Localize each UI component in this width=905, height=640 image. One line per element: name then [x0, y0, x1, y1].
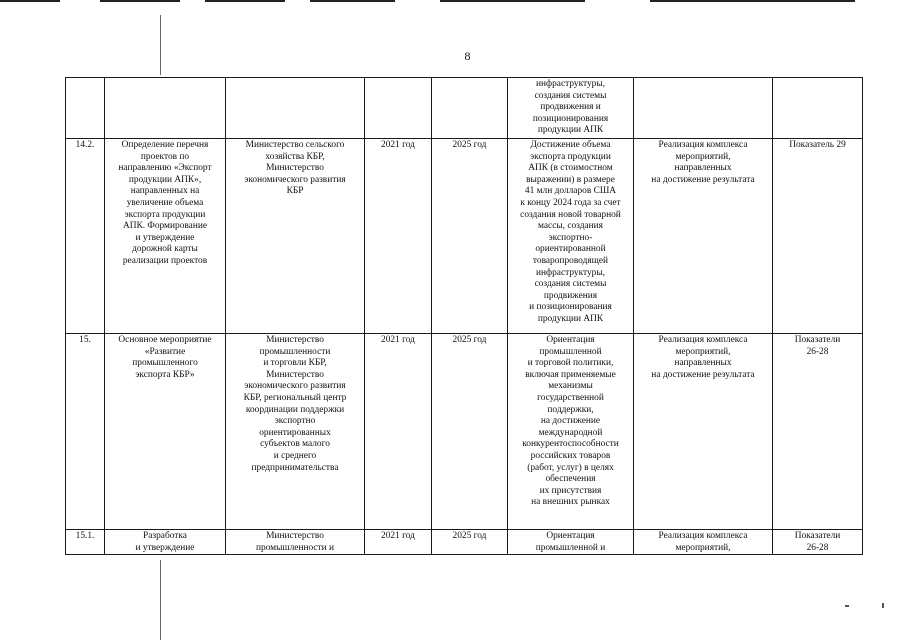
connection-cell: Реализация комплекса мероприятий,	[634, 530, 773, 555]
executor-cell: Министерство сельского хозяйства КБР, Министерство экономического развития КБР	[226, 139, 365, 334]
executor-cell	[226, 78, 365, 139]
scan-line	[160, 15, 161, 75]
end-year-cell	[432, 78, 508, 139]
top-rule	[100, 0, 180, 2]
scan-speck	[845, 605, 849, 607]
end-year-cell: 2025 год	[432, 334, 508, 530]
indicator-cell: Показатель 29	[773, 139, 863, 334]
expected-result-cell: Ориентация промышленной и	[508, 530, 634, 555]
row-number-cell: 15.1.	[66, 530, 105, 555]
top-rule	[205, 0, 285, 2]
end-year-cell: 2025 год	[432, 139, 508, 334]
table-row	[66, 334, 863, 530]
start-year-cell: 2021 год	[365, 334, 432, 530]
page-number: 8	[464, 49, 471, 63]
table-row	[66, 139, 863, 334]
end-year-cell: 2025 год	[432, 530, 508, 555]
table-row	[66, 78, 863, 139]
row-number-cell: 15.	[66, 334, 105, 530]
row-number-cell: 14.2.	[66, 139, 105, 334]
top-rule	[310, 0, 395, 2]
connection-cell: Реализация комплекса мероприятий, направленных на достижение результата	[634, 139, 773, 334]
measures-table	[65, 77, 863, 555]
measure-name-cell: Основное мероприятие «Развитие промышленного экспорта КБР»	[105, 334, 226, 530]
row-number-cell	[66, 78, 105, 139]
expected-result-cell: Ориентация промышленной и торговой политики, включая применяемые механизмы государственной поддержки, на достижение международной конкурентоспособности российских товаров (работ, услуг) в целях обеспечения их присутствия на внешних рынках	[508, 334, 634, 530]
expected-result-cell: инфраструктуры, создания системы продвижения и позиционирования продукции АПК	[508, 78, 634, 139]
measure-name-cell: Разработка и утверждение	[105, 530, 226, 555]
top-rule	[650, 0, 855, 2]
indicator-cell: Показатели 26-28	[773, 530, 863, 555]
table-row	[66, 530, 863, 555]
start-year-cell: 2021 год	[365, 139, 432, 334]
scan-line	[160, 560, 161, 640]
measure-name-cell: Определение перечня проектов по направлению «Экспорт продукции АПК», направленных на увеличение объема экспорта продукции АПК. Формирование и утверждение дорожной карты реализации проектов	[105, 139, 226, 334]
top-rule	[0, 0, 60, 2]
executor-cell: Министерство промышленности и	[226, 530, 365, 555]
connection-cell	[634, 78, 773, 139]
indicator-cell	[773, 78, 863, 139]
start-year-cell: 2021 год	[365, 530, 432, 555]
start-year-cell	[365, 78, 432, 139]
expected-result-cell: Достижение объема экспорта продукции АПК (в стоимостном выражении) в размере 41 млн долларов США к концу 2024 года за счет создания новой товарной массы, создания экспортно- ориентированной товаропроводящей инфраструктуры, создания системы продвижения и позиционирования продукции АПК	[508, 139, 634, 334]
top-rule	[440, 0, 585, 2]
connection-cell: Реализация комплекса мероприятий, направленных на достижение результата	[634, 334, 773, 530]
measure-name-cell	[105, 78, 226, 139]
executor-cell: Министерство промышленности и торговли КБР, Министерство экономического развития КБР, региональный центр координации поддержки экспортно ориентированных субъектов малого и среднего предпринимательства	[226, 334, 365, 530]
scan-speck	[882, 603, 884, 608]
indicator-cell: Показатели 26-28	[773, 334, 863, 530]
